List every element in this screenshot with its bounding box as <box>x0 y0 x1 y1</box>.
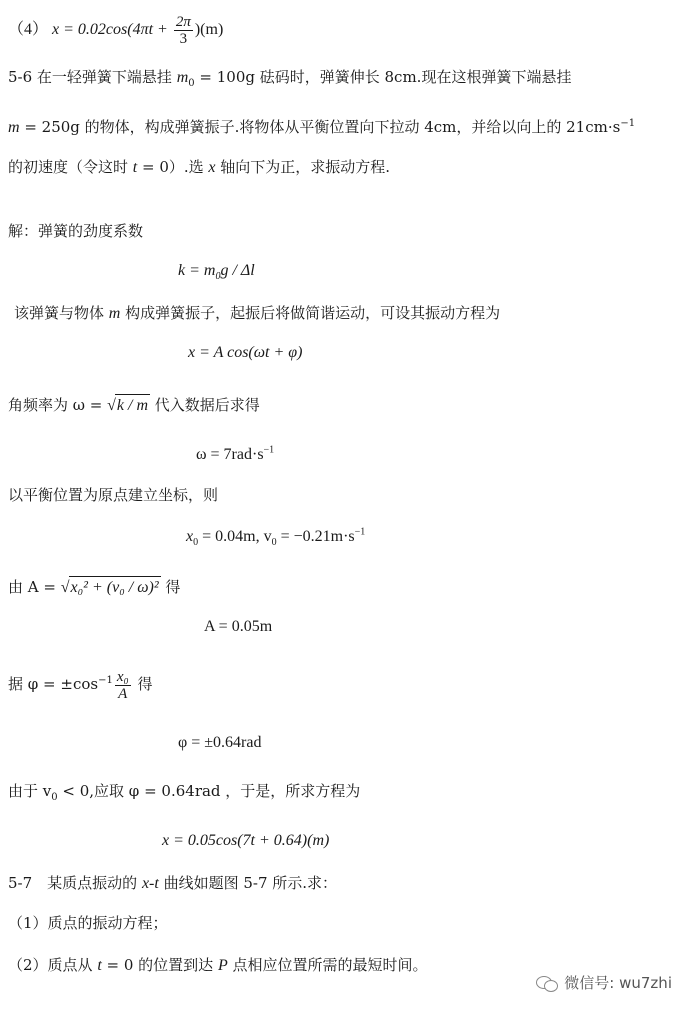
question-text: （2）质点从 <box>8 956 98 974</box>
amplitude-text <box>8 576 180 599</box>
sqrt-expression: √k / m <box>107 394 150 417</box>
equation-text: )(m) <box>194 21 224 39</box>
math-symbol: x <box>208 159 216 176</box>
solution-text: 得 <box>132 675 153 693</box>
problem-text: 轴向下为正，求振动方程. <box>215 158 391 176</box>
radicand: k / m <box>115 394 150 417</box>
math-symbol: P <box>217 957 228 974</box>
equation-text: ω = 7rad·s <box>196 446 264 463</box>
equation-text: = −0.21m·s <box>276 528 355 545</box>
solution-intro <box>8 220 143 242</box>
problem-5-6-line-2 <box>8 116 635 139</box>
math-symbol: m <box>176 69 189 86</box>
math-symbol: m <box>108 305 121 322</box>
problem-text: 的初速度（令这时 <box>8 158 133 176</box>
problem-text: 5-7 某质点振动的 <box>8 874 142 892</box>
phase-text <box>8 666 152 702</box>
fraction-denominator: 3 <box>179 31 188 47</box>
solution-text: 代入数据后求得 <box>150 396 260 414</box>
angular-frequency-text <box>8 394 260 417</box>
equation-text: x = 0.02cos(4πt + <box>52 21 172 39</box>
origin-text <box>8 484 218 506</box>
math-symbol: t <box>132 159 138 176</box>
solution-text: 构成弹簧振子，起振后将做简谐运动，可设其振动方程为 <box>120 304 501 322</box>
question-text: = 0 的位置到达 <box>101 956 218 974</box>
question-2 <box>8 954 428 977</box>
equation-text: φ = ±0.64rad <box>178 734 262 751</box>
radicand: x₀² + (v₀ / ω)² <box>69 576 161 599</box>
solution-text: 据 φ = ±cos <box>8 675 99 693</box>
problem-text: = 0）.选 <box>137 158 209 176</box>
subscript: 0 <box>271 537 277 549</box>
subscript: 0 <box>188 78 195 89</box>
solution-text: 由 A = <box>8 578 61 596</box>
sqrt-expression: √x₀² + (v₀ / ω)² <box>61 576 161 599</box>
question-text: （1）质点的振动方程； <box>8 914 168 932</box>
fraction <box>174 14 193 47</box>
eq-omega-value <box>196 444 274 466</box>
solution-text: 以平衡位置为原点建立坐标，则 <box>8 486 219 504</box>
problem-5-7-title <box>8 872 337 895</box>
fraction-numerator: x₀ <box>116 668 129 685</box>
eq-final-answer <box>162 830 329 852</box>
equation-text: x = A cos(ωt + φ) <box>188 344 303 361</box>
fraction-numerator: 2π <box>175 14 191 30</box>
superscript: −1 <box>263 444 275 456</box>
solution-text: 该弹簧与物体 <box>14 304 109 322</box>
problem-text: = 100g 砝码时，弹簧伸长 8cm.现在这根弹簧下端悬挂 <box>194 68 572 86</box>
problem-5-6-line-1 <box>8 66 571 89</box>
solution-text: 得 <box>160 578 181 596</box>
problem-text: 5-6 在一轻弹簧下端悬挂 <box>8 68 177 86</box>
subscript: 0 <box>215 271 221 283</box>
eq-spring-constant <box>178 260 255 282</box>
question-1 <box>8 912 168 934</box>
item-label: （4） <box>8 21 49 39</box>
oscillator-text <box>14 302 500 325</box>
equation-text: = 0.04m, v <box>198 528 272 545</box>
solution-text: 由于 v <box>8 782 52 800</box>
solution-text: < 0,应取 φ = 0.64rad ，于是，所求方程为 <box>57 782 361 800</box>
math-symbol: m <box>8 119 20 136</box>
superscript: −1 <box>98 675 113 686</box>
watermark-text: 微信号: wu7zhi <box>564 974 672 992</box>
problem-text: 曲线如题图 5-7 所示.求： <box>158 874 338 892</box>
eq-line-4 <box>8 14 223 47</box>
wechat-icon <box>536 974 558 992</box>
problem-5-6-line-3 <box>8 156 390 179</box>
eq-oscillation-general <box>188 342 302 364</box>
subscript: 0 <box>51 792 58 803</box>
wechat-watermark <box>536 972 672 993</box>
equation-text: A = 0.05m <box>204 618 273 635</box>
superscript: −1 <box>620 118 636 129</box>
equation-text: k = m <box>178 262 216 279</box>
sign-choice-text <box>8 780 360 802</box>
fraction <box>115 669 131 702</box>
math-symbol: x-t <box>141 875 159 892</box>
math-symbol: x <box>186 528 194 545</box>
superscript: −1 <box>354 526 366 538</box>
solution-text: 解：弹簧的劲度系数 <box>8 222 144 240</box>
eq-initial-conditions <box>186 526 365 548</box>
eq-phase <box>178 732 261 754</box>
problem-text: = 250g 的物体，构成弹簧振子.将物体从平衡位置向下拉动 4cm，并给以向上的 21cm·s <box>19 118 621 136</box>
solution-text: 角频率为 ω = <box>8 396 108 414</box>
equation-text: x = 0.05cos(7t + 0.64)(m) <box>162 832 330 849</box>
eq-amplitude <box>204 616 272 638</box>
fraction-denominator: A <box>118 685 128 702</box>
math-symbol: t <box>97 957 102 974</box>
question-text: 点相应位置所需的最短时间。 <box>227 956 428 974</box>
equation-text: g / Δl <box>220 262 255 279</box>
subscript: 0 <box>193 537 199 549</box>
